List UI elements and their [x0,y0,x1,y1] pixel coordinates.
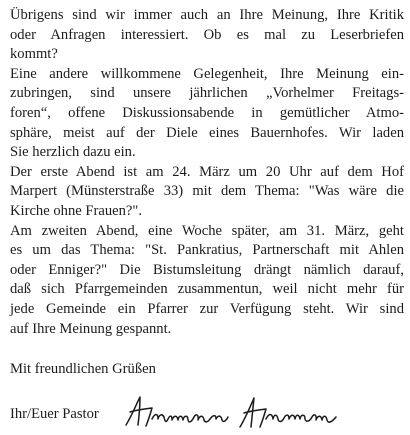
text-line: Sie herzlich dazu ein. [10,144,136,161]
signature-row [10,401,404,431]
paragraph-freitagsforen [10,65,404,163]
text-line: oder Enniger?" Die Bistumsleitung drängt nämlich darauf, [10,261,404,278]
text-line: Übrigens sind wir immer auch an Ihre Meinung, Ihre Kritik [10,7,404,23]
letter-page [10,6,404,431]
text-line: Eine andere willkommene Gelegenheit, Ihre Meinung ein- [10,65,404,82]
text-line: jede Gemeinde ein Pfarrer zur Verfügung steht. Wir sind [10,300,404,317]
text-line: oder Anfragen interessiert. Ob es mal zu Leserbriefen [10,26,404,43]
text-line: zubringen, sind unsere jährlichen „Vorhelmer Freitags- [10,85,404,102]
text-line: daß sich Pfarrgemeinden zusammentun, weil nicht mehr für [10,281,404,298]
text-line: foren“, offene Diskussionsabende in gemütlicher Atmo- [10,104,404,121]
text-line: Kirche ohne Frauen?". [10,202,142,219]
text-line: sphäre, meist auf der Diele eines Bauernhofes. Wir laden [10,124,404,141]
closing-greeting: Mit freundlichen Grüßen [10,361,156,378]
paragraph-second-evening [10,222,404,340]
text-line: Am zweiten Abend, eine Woche später, am 31. März, geht [10,222,404,239]
text-line: Marpert (Münsterstraße 33) mit dem Thema: "Was wäre die [10,183,404,200]
signature-label: Ihr/Euer Pastor [10,405,99,422]
paragraph-first-evening [10,163,404,222]
text-line: es um das Thema: "St. Pankratius, Partnerschaft mit Ahlen [10,242,404,259]
spacer [10,339,404,360]
text-line: kommt? [10,46,58,63]
text-line: auf Ihre Meinung gespannt. [10,320,172,337]
text-line: Der erste Abend ist am 24. März um 20 Uhr auf dem Hof [10,163,404,180]
paragraph-feedback [10,6,404,65]
